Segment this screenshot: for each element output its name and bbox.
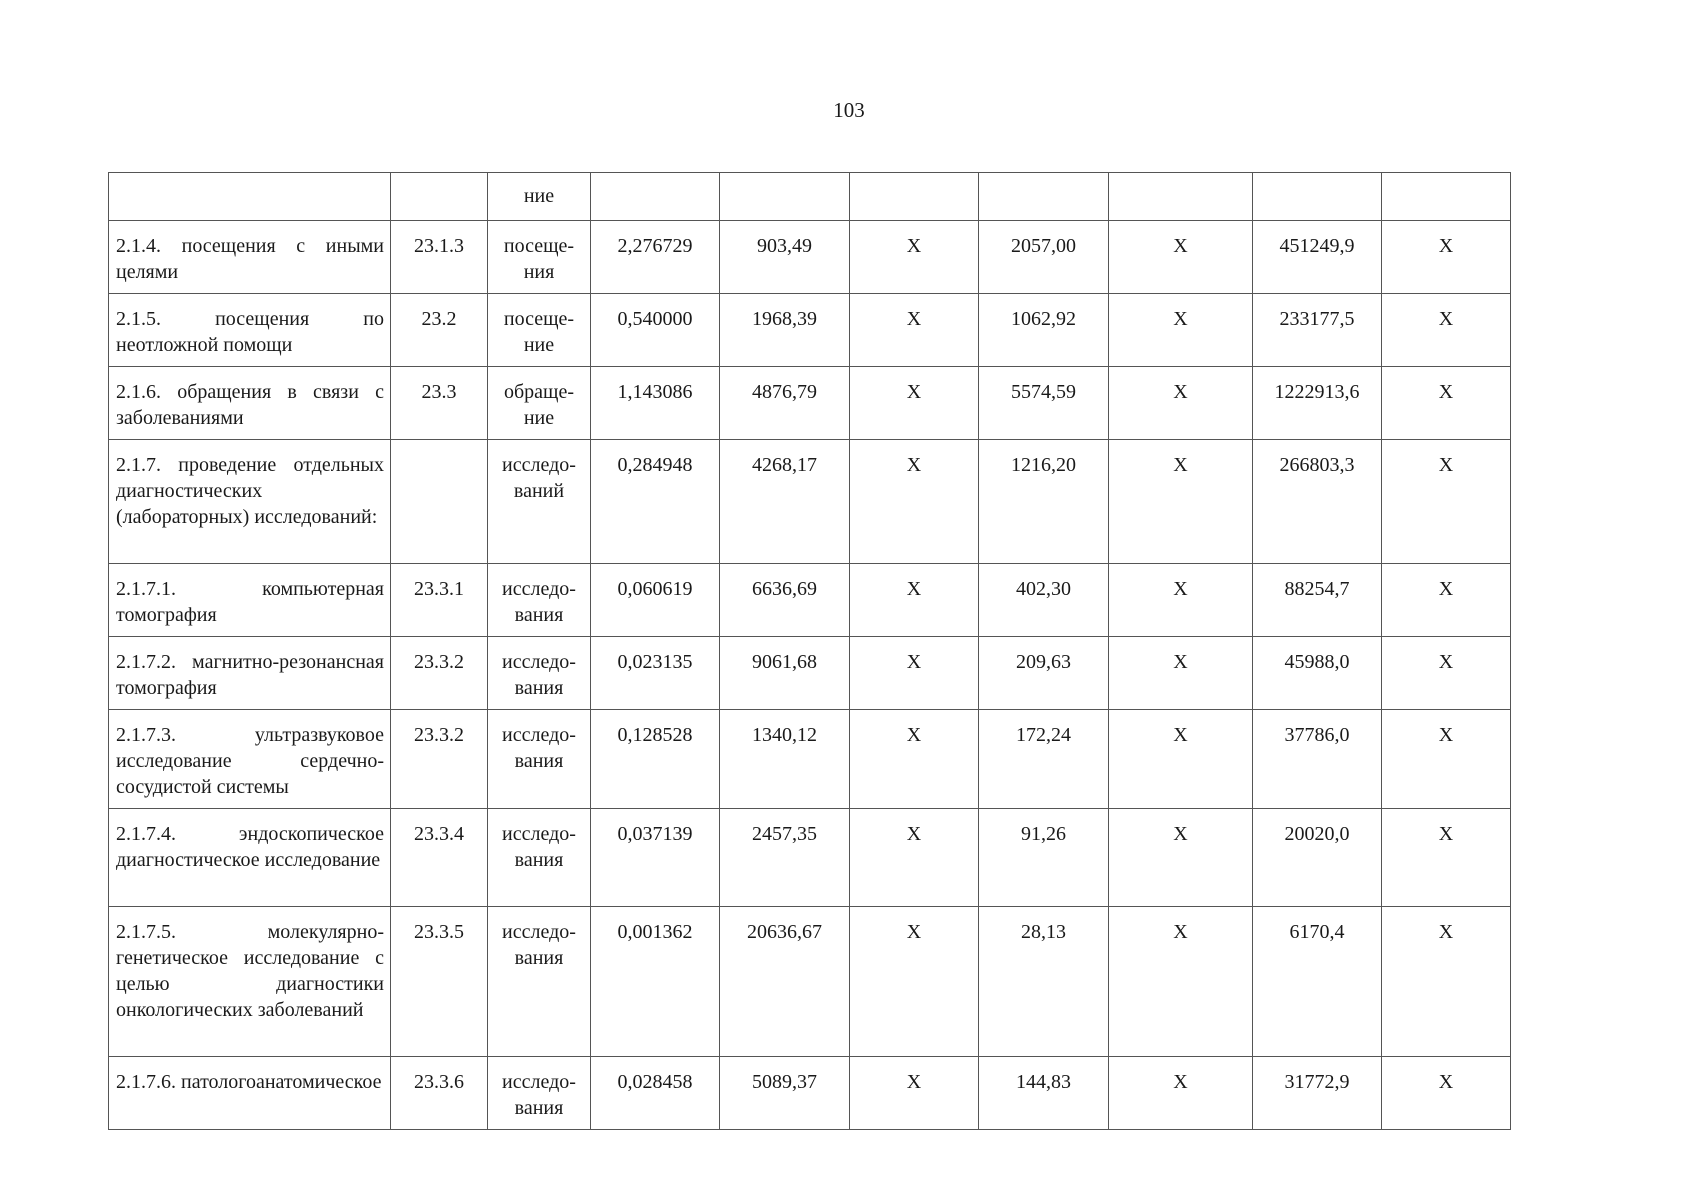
row-value-cell-c7: X — [1382, 637, 1511, 710]
row-name-cell: 2.1.7.1. компьютерная томография — [109, 564, 391, 637]
unit-line: ние — [523, 334, 555, 356]
row-value-cell-c5: X — [1109, 564, 1253, 637]
table-row — [109, 809, 1511, 907]
row-code-cell: 23.3.6 — [391, 1057, 488, 1130]
row-unit-cell — [488, 907, 591, 1057]
row-code-cell: 23.3.2 — [391, 637, 488, 710]
unit-line: исследо- — [502, 1071, 576, 1093]
row-value-cell-c3: X — [850, 907, 979, 1057]
row-name-cell: 2.1.6. обращения в связи с заболеваниями — [109, 367, 391, 440]
row-unit-cell — [488, 809, 591, 907]
unit-line: ваний — [513, 480, 565, 502]
unit-line: исследо- — [502, 823, 576, 845]
unit-line: вания — [514, 849, 564, 871]
row-value-cell-c1: 0,060619 — [591, 564, 720, 637]
row-value-cell-c4 — [979, 173, 1109, 221]
row-value-cell-c4: 2057,00 — [979, 221, 1109, 294]
table-row — [109, 637, 1511, 710]
row-value-cell-c3: X — [850, 221, 979, 294]
row-value-cell-c5: X — [1109, 809, 1253, 907]
row-code-cell: 23.3.1 — [391, 564, 488, 637]
row-value-cell-c3: X — [850, 440, 979, 564]
row-value-cell-c2: 9061,68 — [720, 637, 850, 710]
unit-line: вания — [514, 677, 564, 699]
unit-line: ние — [523, 407, 555, 429]
row-value-cell-c5: X — [1109, 440, 1253, 564]
row-value-cell-c5: X — [1109, 294, 1253, 367]
row-unit-cell — [488, 294, 591, 367]
row-value-cell-c3: X — [850, 1057, 979, 1130]
row-code-cell: 23.3.4 — [391, 809, 488, 907]
row-name-cell: 2.1.7.3. ультразвуковое исследование сердечно-сосудистой системы — [109, 710, 391, 809]
row-value-cell-c2: 1968,39 — [720, 294, 850, 367]
unit-line: посеще- — [503, 235, 575, 257]
row-value-cell-c2: 20636,67 — [720, 907, 850, 1057]
row-name-cell: 2.1.5. посещения по неотложной помощи — [109, 294, 391, 367]
unit-line: исследо- — [502, 651, 576, 673]
row-value-cell-c7: X — [1382, 907, 1511, 1057]
row-unit-cell — [488, 221, 591, 294]
row-value-cell-c3: X — [850, 294, 979, 367]
row-value-cell-c1: 0,128528 — [591, 710, 720, 809]
row-unit-cell — [488, 1057, 591, 1130]
row-value-cell-c7 — [1382, 173, 1511, 221]
row-value-cell-c3: X — [850, 564, 979, 637]
unit-line: ния — [523, 261, 555, 283]
unit-line: исследо- — [502, 454, 576, 476]
row-name-cell: 2.1.7.4. эндоскопическое диагностическое исследование — [109, 809, 391, 907]
row-value-cell-c3: X — [850, 367, 979, 440]
row-value-cell-c4: 28,13 — [979, 907, 1109, 1057]
row-value-cell-c1: 2,276729 — [591, 221, 720, 294]
table-row — [109, 440, 1511, 564]
row-value-cell-c4: 209,63 — [979, 637, 1109, 710]
row-unit-cell — [488, 564, 591, 637]
row-value-cell-c1: 0,037139 — [591, 809, 720, 907]
row-name-cell: 2.1.7.5. молекулярно-генетическое исследование с целью диагностики онкологических заболеваний — [109, 907, 391, 1057]
row-value-cell-c4: 5574,59 — [979, 367, 1109, 440]
row-value-cell-c6: 233177,5 — [1253, 294, 1382, 367]
row-unit-cell — [488, 367, 591, 440]
table-row — [109, 173, 1511, 221]
row-value-cell-c2: 4876,79 — [720, 367, 850, 440]
row-value-cell-c1: 0,001362 — [591, 907, 720, 1057]
row-value-cell-c6: 37786,0 — [1253, 710, 1382, 809]
row-code-cell: 23.3.2 — [391, 710, 488, 809]
row-value-cell-c5: X — [1109, 1057, 1253, 1130]
row-value-cell-c4: 91,26 — [979, 809, 1109, 907]
row-value-cell-c7: X — [1382, 367, 1511, 440]
unit-line: исследо- — [502, 578, 576, 600]
row-value-cell-c6: 88254,7 — [1253, 564, 1382, 637]
row-value-cell-c4: 1216,20 — [979, 440, 1109, 564]
unit-line: ние — [523, 185, 555, 207]
row-name-cell — [109, 173, 391, 221]
row-value-cell-c5: X — [1109, 710, 1253, 809]
row-value-cell-c2: 903,49 — [720, 221, 850, 294]
row-unit-cell — [488, 710, 591, 809]
row-unit-cell — [488, 440, 591, 564]
row-value-cell-c5: X — [1109, 637, 1253, 710]
row-value-cell-c7: X — [1382, 809, 1511, 907]
row-value-cell-c3: X — [850, 710, 979, 809]
tariff-table — [108, 172, 1511, 1130]
row-value-cell-c6: 6170,4 — [1253, 907, 1382, 1057]
table-row — [109, 564, 1511, 637]
row-code-cell — [391, 440, 488, 564]
table-row — [109, 221, 1511, 294]
row-name-cell: 2.1.7. проведение отдельных диагностических (лабораторных) исследований: — [109, 440, 391, 564]
table-row — [109, 710, 1511, 809]
table-row — [109, 1057, 1511, 1130]
row-value-cell-c6: 31772,9 — [1253, 1057, 1382, 1130]
row-value-cell-c1 — [591, 173, 720, 221]
row-code-cell — [391, 173, 488, 221]
row-value-cell-c5: X — [1109, 907, 1253, 1057]
row-value-cell-c4: 172,24 — [979, 710, 1109, 809]
unit-line: вания — [514, 947, 564, 969]
unit-line: исследо- — [502, 724, 576, 746]
row-value-cell-c5: X — [1109, 367, 1253, 440]
table-body — [109, 173, 1511, 1130]
row-value-cell-c3: X — [850, 809, 979, 907]
row-code-cell: 23.2 — [391, 294, 488, 367]
row-value-cell-c1: 0,540000 — [591, 294, 720, 367]
row-value-cell-c5 — [1109, 173, 1253, 221]
row-value-cell-c2: 5089,37 — [720, 1057, 850, 1130]
row-value-cell-c7: X — [1382, 221, 1511, 294]
table-row — [109, 294, 1511, 367]
row-name-cell: 2.1.7.6. патологоанатомическое — [109, 1057, 391, 1130]
row-value-cell-c7: X — [1382, 1057, 1511, 1130]
row-name-cell: 2.1.4. посещения с иными целями — [109, 221, 391, 294]
row-value-cell-c2: 6636,69 — [720, 564, 850, 637]
row-value-cell-c6: 1222913,6 — [1253, 367, 1382, 440]
unit-line: вания — [514, 750, 564, 772]
row-value-cell-c4: 1062,92 — [979, 294, 1109, 367]
unit-line: исследо- — [502, 921, 576, 943]
row-value-cell-c6: 45988,0 — [1253, 637, 1382, 710]
row-value-cell-c1: 0,028458 — [591, 1057, 720, 1130]
row-unit-cell — [488, 637, 591, 710]
row-code-cell: 23.3 — [391, 367, 488, 440]
row-value-cell-c5: X — [1109, 221, 1253, 294]
row-value-cell-c7: X — [1382, 564, 1511, 637]
unit-line: вания — [514, 1097, 564, 1119]
row-value-cell-c7: X — [1382, 710, 1511, 809]
unit-line: вания — [514, 604, 564, 626]
row-value-cell-c1: 0,023135 — [591, 637, 720, 710]
row-value-cell-c1: 1,143086 — [591, 367, 720, 440]
unit-line: обраще- — [504, 381, 574, 403]
row-value-cell-c6: 451249,9 — [1253, 221, 1382, 294]
row-value-cell-c2 — [720, 173, 850, 221]
row-value-cell-c4: 144,83 — [979, 1057, 1109, 1130]
row-value-cell-c6: 20020,0 — [1253, 809, 1382, 907]
row-value-cell-c4: 402,30 — [979, 564, 1109, 637]
row-code-cell: 23.1.3 — [391, 221, 488, 294]
row-value-cell-c3 — [850, 173, 979, 221]
row-value-cell-c1: 0,284948 — [591, 440, 720, 564]
page-number: 103 — [833, 98, 865, 122]
table-row — [109, 907, 1511, 1057]
row-value-cell-c2: 2457,35 — [720, 809, 850, 907]
table-row — [109, 367, 1511, 440]
row-code-cell: 23.3.5 — [391, 907, 488, 1057]
row-value-cell-c7: X — [1382, 294, 1511, 367]
row-value-cell-c6: 266803,3 — [1253, 440, 1382, 564]
row-value-cell-c2: 4268,17 — [720, 440, 850, 564]
row-value-cell-c7: X — [1382, 440, 1511, 564]
row-value-cell-c6 — [1253, 173, 1382, 221]
row-unit-cell — [488, 173, 591, 221]
row-name-cell: 2.1.7.2. магнитно-резонансная томография — [109, 637, 391, 710]
row-value-cell-c3: X — [850, 637, 979, 710]
row-value-cell-c2: 1340,12 — [720, 710, 850, 809]
unit-line: посеще- — [503, 308, 575, 330]
